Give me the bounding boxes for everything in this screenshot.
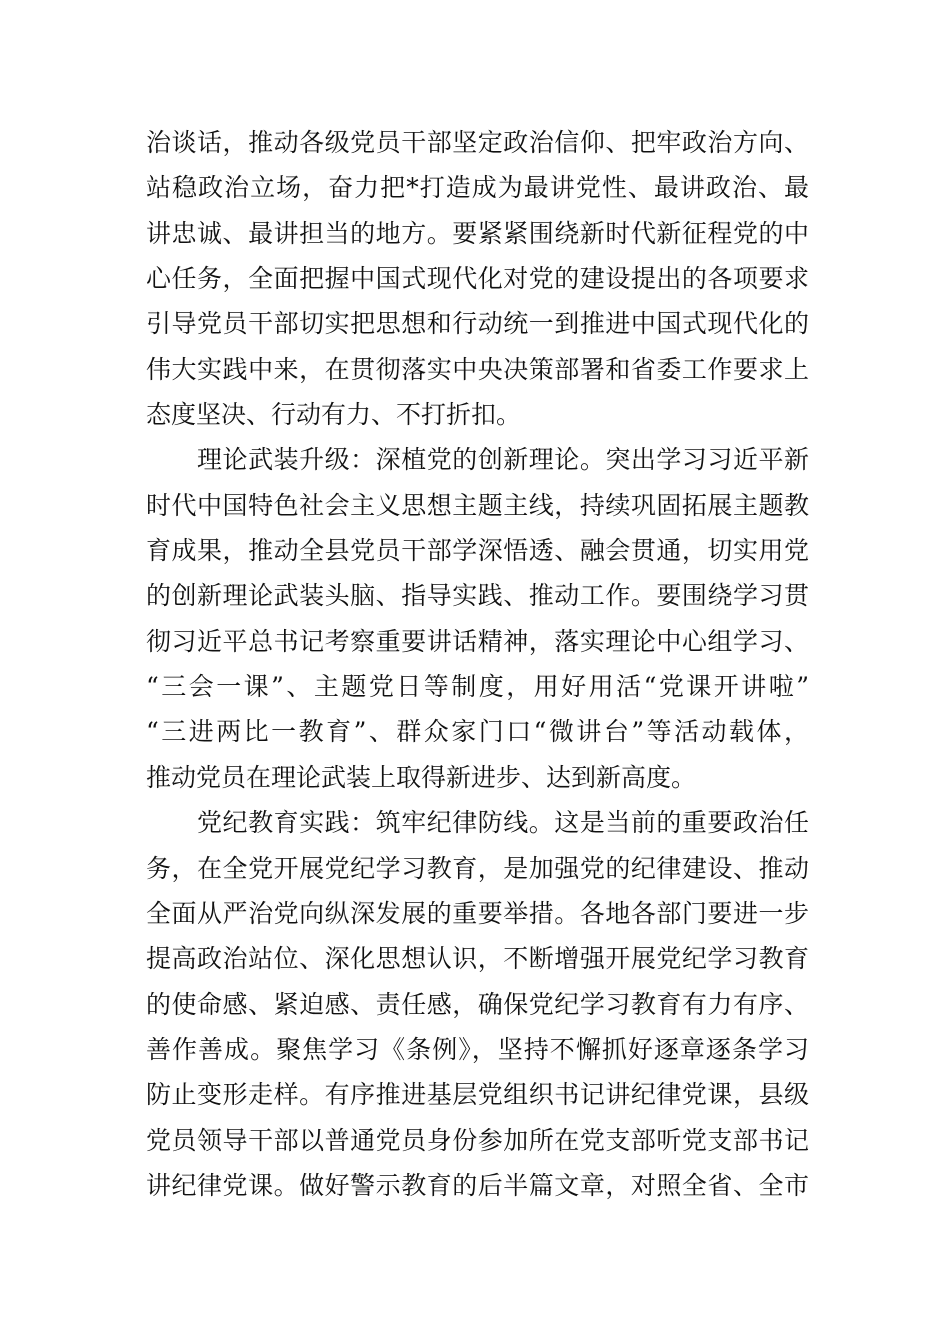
text-line: 提高政治站位、深化思想认识，不断增强开展党纪学习教育 [146, 944, 809, 974]
text-line: 时代中国特色社会主义思想主题主线，持续巩固拓展主题教 [146, 490, 809, 520]
text-line: 党员领导干部以普通党员身份参加所在党支部听党支部书记 [146, 1125, 809, 1155]
text-line: 伟大实践中来，在贯彻落实中央决策部署和省委工作要求上 [146, 354, 809, 384]
text-line: 善作善成。聚焦学习《条例》，坚持不懈抓好逐章逐条学习 [146, 1034, 809, 1064]
text-line: 防止变形走样。有序推进基层党组织书记讲纪律党课，县级 [146, 1080, 809, 1110]
text-line: 态度坚决、行动有力、不打折扣。 [146, 400, 522, 430]
text-line: 讲忠诚、最讲担当的地方。要紧紧围绕新时代新征程党的中 [146, 218, 809, 248]
text-line: 理论武装升级：深植党的创新理论。突出学习习近平新 [146, 445, 809, 475]
text-line: 务，在全党开展党纪学习教育，是加强党的纪律建设、推动 [146, 853, 809, 883]
text-line: 治谈话，推动各级党员干部坚定政治信仰、把牢政治方向、 [146, 128, 809, 157]
text-line: 推动党员在理论武装上取得新进步、达到新高度。 [146, 762, 697, 792]
text-line: 育成果，推动全县党员干部学深悟透、融会贯通，切实用党 [146, 536, 809, 566]
text-line: 引导党员干部切实把思想和行动统一到推进中国式现代化的 [146, 309, 809, 339]
text-line: 讲纪律党课。做好警示教育的后半篇文章，对照全省、全市 [146, 1170, 809, 1200]
text-line: “三进两比一教育”、群众家门口“微讲台”等活动载体， [146, 717, 809, 747]
text-line: 全面从严治党向纵深发展的重要举措。各地各部门要进一步 [146, 898, 809, 928]
text-line: 的创新理论武装头脑、指导实践、推动工作。要围绕学习贯 [146, 581, 809, 611]
text-line: “三会一课”、主题党日等制度，用好用活“党课开讲啦” [146, 672, 809, 702]
text-line: 彻习近平总书记考察重要讲话精神，落实理论中心组学习、 [146, 626, 809, 656]
text-line: 站稳政治立场，奋力把*打造成为最讲党性、最讲政治、最 [146, 173, 809, 203]
body-text [146, 120, 809, 1208]
text-line: 党纪教育实践：筑牢纪律防线。这是当前的重要政治任 [146, 808, 809, 838]
text-line: 心任务，全面把握中国式现代化对党的建设提出的各项要求 [146, 264, 809, 294]
text-line: 的使命感、紧迫感、责任感，确保党纪学习教育有力有序、 [146, 989, 809, 1019]
